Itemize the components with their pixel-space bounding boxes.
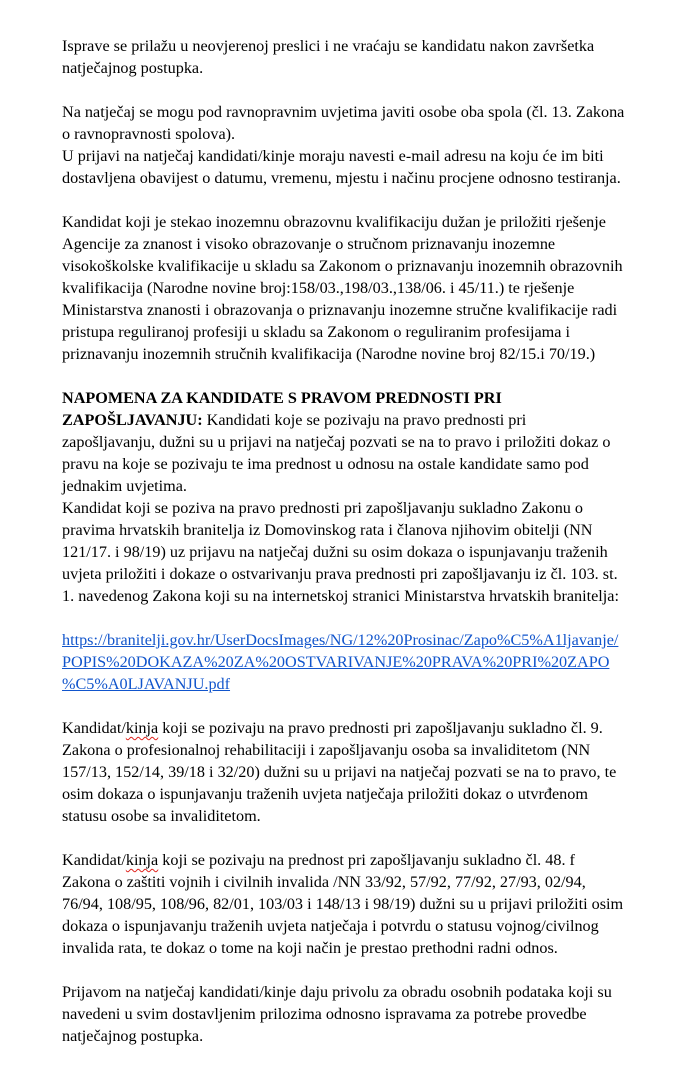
document-link[interactable]: POPIS%20DOKAZA%20ZA%20OSTVARIVANJE%20PRAVA%20PRI%20ZAPO (62, 653, 610, 671)
text-line: Zakona o zaštiti vojnih i civilnih invalida /NN 33/92, 57/92, 77/92, 27/93, 02/94, (62, 873, 586, 891)
text-line: Isprave se prilažu u neovjerenoj preslici i ne vraćaju se kandidatu nakon završetka (62, 37, 595, 55)
text-line: Na natječaj se mogu pod ravnopravnim uvjetima javiti osobe oba spola (čl. 13. Zakona (62, 103, 625, 121)
text-span: koji se pozivaju na pravo prednosti pri zapošljavanju sukladno čl. 9. (158, 719, 603, 737)
text-line: navedeni u svim dostavljenim prilozima odnosno ispravama za potrebe provedbe (62, 1005, 587, 1023)
document-page (62, 35, 682, 1047)
spellcheck-word: kinja (125, 851, 159, 869)
text-span: Kandidat/ (62, 851, 126, 869)
link-line[interactable] (62, 651, 682, 673)
text-line: kvalifikacija (Narodne novine broj:158/03.,198/03.,138/06. i 45/11.) te rješenje (62, 279, 575, 297)
text-line: osim dokaza o ispunjavanju traženih uvjeta natječaja priložiti dokaz o utvrđenom (62, 785, 588, 803)
text-span: koji se pozivaju na prednost pri zapošljavanju sukladno čl. 48. f (158, 851, 575, 869)
notice-heading: NAPOMENA ZA KANDIDATE S PRAVOM PREDNOSTI PRI (62, 389, 502, 407)
text-line: U prijavi na natječaj kandidati/kinje moraju navesti e-mail adresu na koju će im biti (62, 147, 604, 165)
text-line: invalida rata, te dokaz o tome na koji način je prestao prethodni radni odnos. (62, 939, 558, 957)
text-line: Ministarstva znanosti i obrazovanja o priznavanju inozemne stručne kvalifikacije radi (62, 301, 618, 319)
text-line: pravima hrvatskih branitelja iz Domovinskog rata i članova njihovim obitelji (NN (62, 521, 593, 539)
text-line: 1. navedenog Zakona koji su na internetskoj stranici Ministarstva hrvatskih branitelja: (62, 587, 619, 605)
text-line: uvjeta priložiti i dokaze o ostvarivanju prava prednosti pri zapošljavanju iz čl. 103. st. (62, 565, 618, 583)
text-line: jednakim uvjetima. (62, 477, 187, 495)
text-line: visokoškolske kvalifikacije u skladu sa Zakonom o priznavanju inozemnih obrazovnih (62, 257, 623, 275)
text-span: Kandidati koje se pozivaju na pravo prednosti pri (202, 411, 527, 429)
document-link[interactable]: %C5%A0LJAVANJU.pdf (62, 675, 231, 693)
spellcheck-word: kinja (125, 719, 159, 737)
text-line: dokaza o ispunjavanju traženih uvjeta natječaja i potvrdu o statusu vojnog/civilnog (62, 917, 599, 935)
text-line: Kandidat koji je stekao inozemnu obrazovnu kvalifikaciju dužan je priložiti rješenje (62, 213, 606, 231)
document-link[interactable]: https://branitelji.gov.hr/UserDocsImages/NG/12%20Prosinac/Zapo%C5%A1ljavanje/ (62, 631, 619, 649)
link-line[interactable] (62, 673, 682, 695)
text-line: Agencije za znanost i visoko obrazovanje o stručnom priznavanju inozemne (62, 235, 556, 253)
text-line: Zakona o profesionalnoj rehabilitaciji i zapošljavanju osoba sa invaliditetom (NN (62, 741, 591, 759)
text-line: pristupa reguliranoj profesiji u skladu sa Zakonom o reguliranim profesijama i (62, 323, 570, 341)
notice-heading-end: ZAPOŠLJAVANJU: (62, 411, 203, 429)
text-line: pravu na koje se pozivaju te ima prednost u odnosu na ostale kandidate samo pod (62, 455, 589, 473)
text-line: 76/94, 108/95, 108/96, 82/01, 103/03 i 148/13 i 98/19) dužni su u prijavi priložiti osim (62, 895, 624, 913)
text-line: Kandidat koji se poziva na pravo prednosti pri zapošljavanju sukladno Zakonu o (62, 499, 584, 517)
text-span: Kandidat/ (62, 719, 126, 737)
text-line: natječajnog postupka. (62, 1027, 204, 1045)
text-line (62, 849, 682, 871)
link-line[interactable] (62, 629, 682, 651)
text-line: 157/13, 152/14, 39/18 i 32/20) dužni su u prijavi na natječaj pozvati se na to pravo, te (62, 763, 617, 781)
text-line: statusu osobe sa invaliditetom. (62, 807, 261, 825)
text-line (62, 409, 682, 431)
text-line: zapošljavanju, dužni su u prijavi na natječaj pozvati se na to pravo i priložiti dokaz o (62, 433, 611, 451)
text-line: dostavljena obavijest o datumu, vremenu, mjestu i načinu procjene odnosno testiranja. (62, 169, 621, 187)
text-line: o ravnopravnosti spolova). (62, 125, 236, 143)
text-line: Prijavom na natječaj kandidati/kinje daju privolu za obradu osobnih podataka koji su (62, 983, 612, 1001)
text-line: 121/17. i 98/19) uz prijavu na natječaj dužni su osim dokaza o ispunjavanju traženih (62, 543, 608, 561)
text-line: priznavanju inozemnih stručnih kvalifikacija (Narodne novine broj 82/15.i 70/19.) (62, 345, 596, 363)
text-line (62, 717, 682, 739)
text-line: natječajnog postupka. (62, 59, 204, 77)
